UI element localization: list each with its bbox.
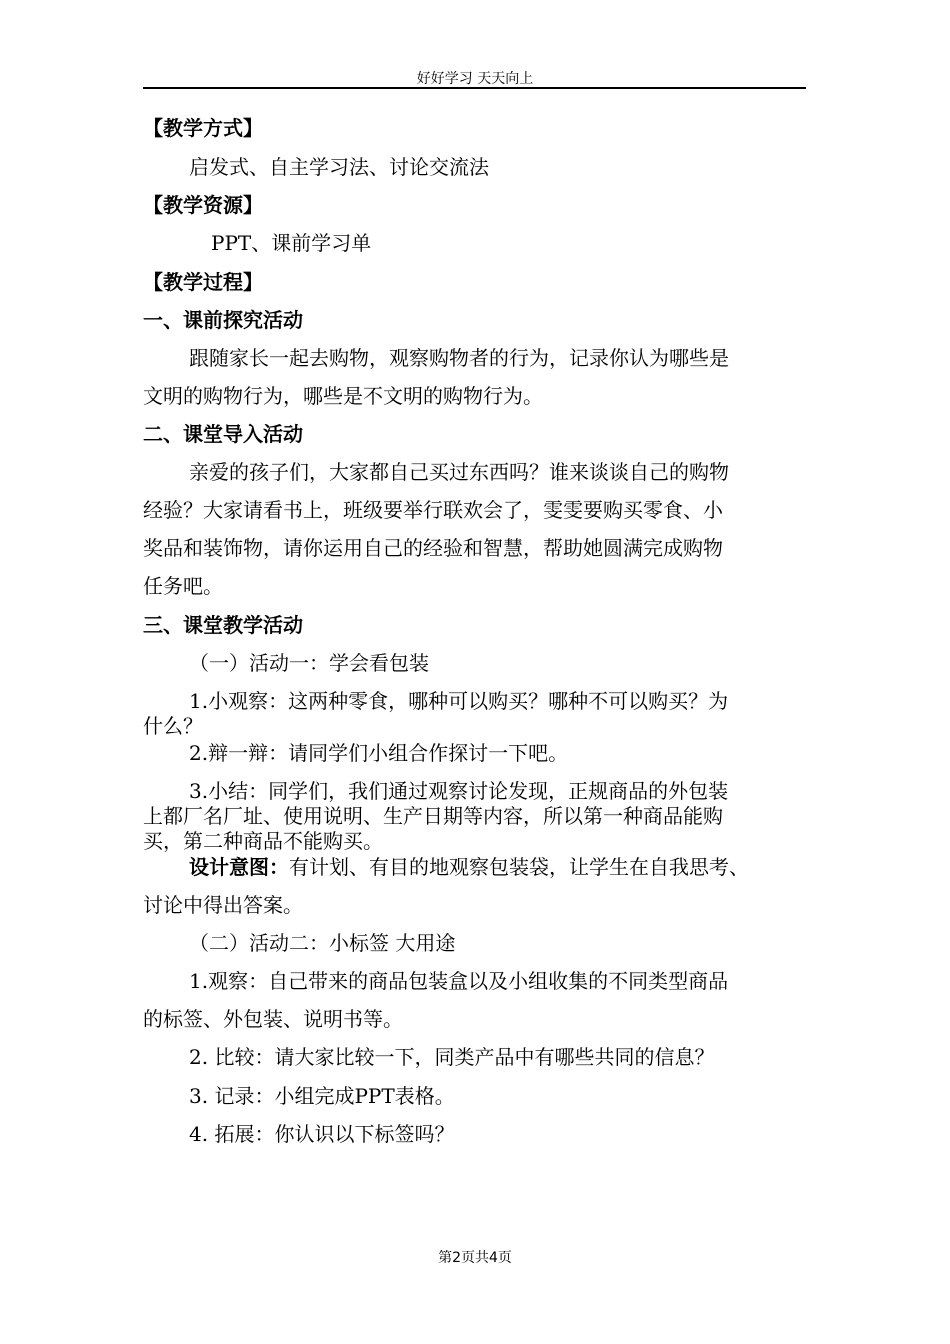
part3-heading: 三、课堂教学活动 xyxy=(143,613,303,637)
resource-heading: 【教学资源】 xyxy=(143,193,263,217)
activity1-line: 2.辩一辩：请同学们小组合作探讨一下吧。 xyxy=(189,741,569,765)
part2-heading: 二、课堂导入活动 xyxy=(143,422,303,446)
design-intent-label: 设计意图： xyxy=(189,855,289,879)
resource-text: PPT、课前学习单 xyxy=(211,231,372,255)
part2-line: 经验？大家请看书上，班级要举行联欢会了，雯雯要购买零食、小 xyxy=(143,498,723,522)
activity1-title: （一）活动一：学会看包装 xyxy=(189,651,429,675)
activity1-line: 3.小结：同学们，我们通过观察讨论发现，正规商品的外包装 xyxy=(189,779,729,803)
design-intent-line: 讨论中得出答案。 xyxy=(143,893,303,917)
part2-line: 奖品和装饰物，请你运用自己的经验和智慧，帮助她圆满完成购物 xyxy=(143,536,723,560)
activity1-line: 什么？ xyxy=(143,714,203,738)
design-intent-text: 有计划、有目的地观察包装袋，让学生在自我思考、 xyxy=(289,855,749,879)
part1-line: 跟随家长一起去购物，观察购物者的行为，记录你认为哪些是 xyxy=(189,346,729,370)
header-rule xyxy=(143,87,806,89)
part1-heading: 一、课前探究活动 xyxy=(143,308,303,332)
activity2-line: 3. 记录：小组完成PPT表格。 xyxy=(189,1084,455,1108)
page-header: 好好学习 天天向上 xyxy=(416,71,534,87)
activity2-line: 的标签、外包装、说明书等。 xyxy=(143,1007,403,1031)
activity2-line: 1.观察：自己带来的商品包装盒以及小组收集的不同类型商品 xyxy=(189,969,729,993)
method-text: 启发式、自主学习法、讨论交流法 xyxy=(189,155,489,179)
part2-line: 亲爱的孩子们，大家都自己买过东西吗？谁来谈谈自己的购物 xyxy=(189,460,729,484)
activity1-line: 1.小观察：这两种零食，哪种可以购买？哪种不可以购买？为 xyxy=(189,689,729,713)
activity1-line: 买，第二种商品不能购买。 xyxy=(143,829,383,853)
part1-line: 文明的购物行为，哪些是不文明的购物行为。 xyxy=(143,384,543,408)
activity2-line: 2. 比较：请大家比较一下，同类产品中有哪些共同的信息？ xyxy=(189,1045,715,1069)
design-intent xyxy=(189,855,749,879)
process-heading: 【教学过程】 xyxy=(143,270,263,294)
page-footer: 第2页共4页 xyxy=(438,1250,512,1266)
activity2-line: 4. 拓展：你认识以下标签吗？ xyxy=(189,1122,455,1146)
activity1-line: 上都厂名厂址、使用说明、生产日期等内容，所以第一种商品能购 xyxy=(143,804,723,828)
part2-line: 任务吧。 xyxy=(143,574,223,598)
method-heading: 【教学方式】 xyxy=(143,116,263,140)
activity2-title: （二）活动二：小标签 大用途 xyxy=(189,931,456,955)
